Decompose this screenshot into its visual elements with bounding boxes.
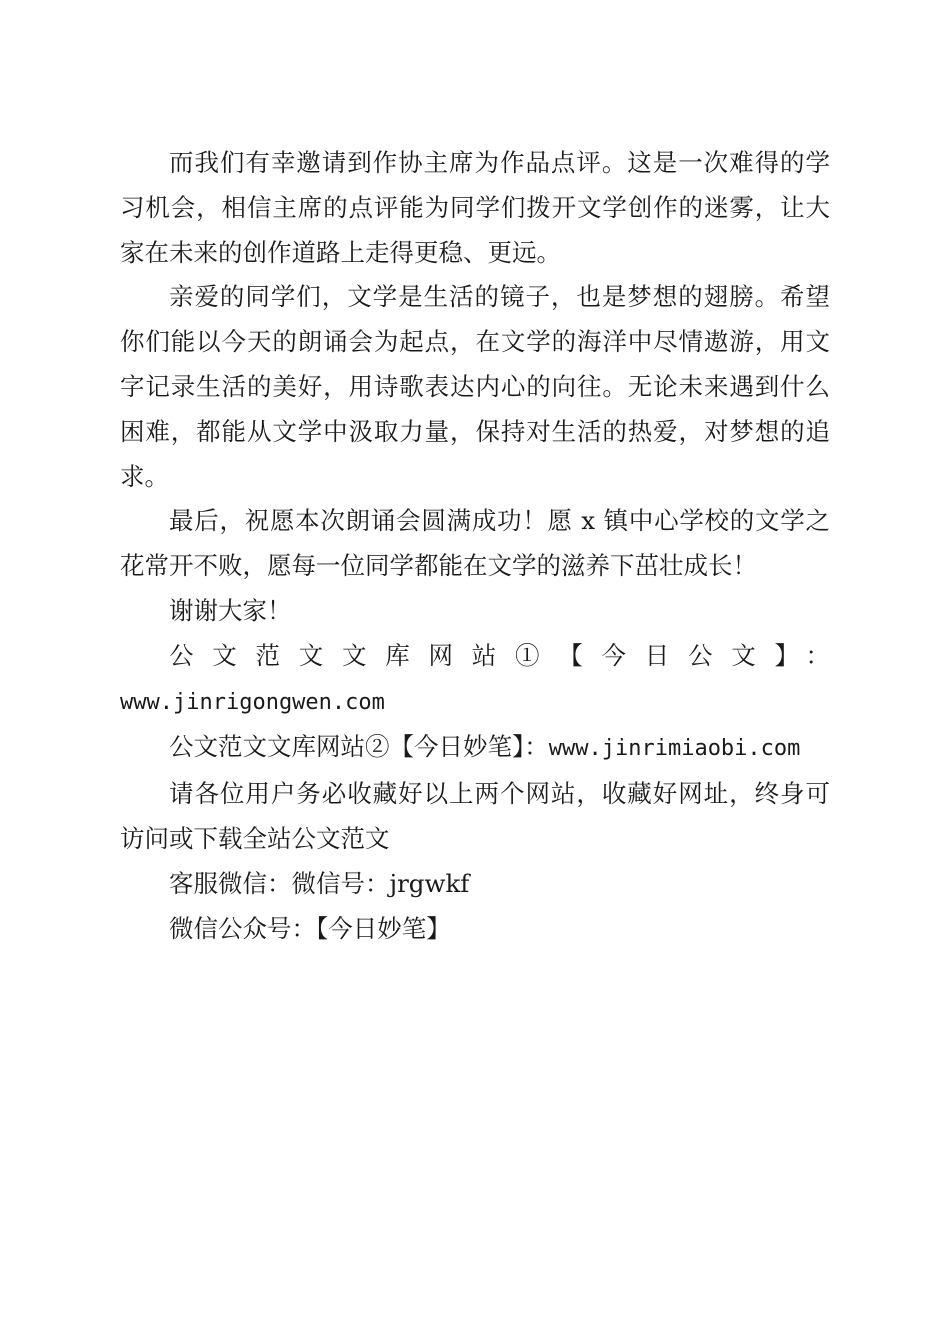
paragraph-encouragement: 亲爱的同学们，文学是生活的镜子，也是梦想的翅膀。希望你们能以今天的朗诵会为起点，在文学的海洋中尽情遨游，用文字记录生活的美好，用诗歌表达内心的向往。无论未来遇到什么困难，都能从文学中汲取力量，保持对生活的热爱，对梦想的追求。 [120, 282, 830, 491]
public-account-line: 微信公众号：【今日妙笔】 [169, 913, 451, 943]
site1-url-line [120, 679, 830, 726]
paragraph-thanks: 谢谢大家！ [169, 595, 292, 625]
site2-label: 公文范文文库网站②【今日妙笔】： [169, 732, 549, 762]
site1-url[interactable]: www.jinrigongwen.com [120, 689, 385, 715]
site2-url[interactable]: www.jinrimiaobi.com [548, 736, 801, 762]
site2-line [120, 725, 830, 772]
service-wechat-line: 客服微信：微信号：jrgwkf [169, 868, 470, 898]
paragraph-review: 而我们有幸邀请到作协主席为作品点评。这是一次难得的学习机会，相信主席的点评能为同学们拨开文学创作的迷雾，让大家在未来的创作道路上走得更稳、更远。 [120, 148, 830, 267]
site1-line [120, 634, 830, 679]
notice-paragraph: 请各位用户务必收藏好以上两个网站，收藏好网址，终身可访问或下载全站公文范文 [120, 779, 830, 853]
document-body [120, 141, 830, 951]
site1-label: 公文范文文库网站①【今日公文】： [169, 640, 830, 670]
paragraph-closing-wish: 最后，祝愿本次朗诵会圆满成功！愿 x 镇中心学校的文学之花常开不败，愿每一位同学都能在文学的滋养下茁壮成长！ [120, 506, 830, 581]
